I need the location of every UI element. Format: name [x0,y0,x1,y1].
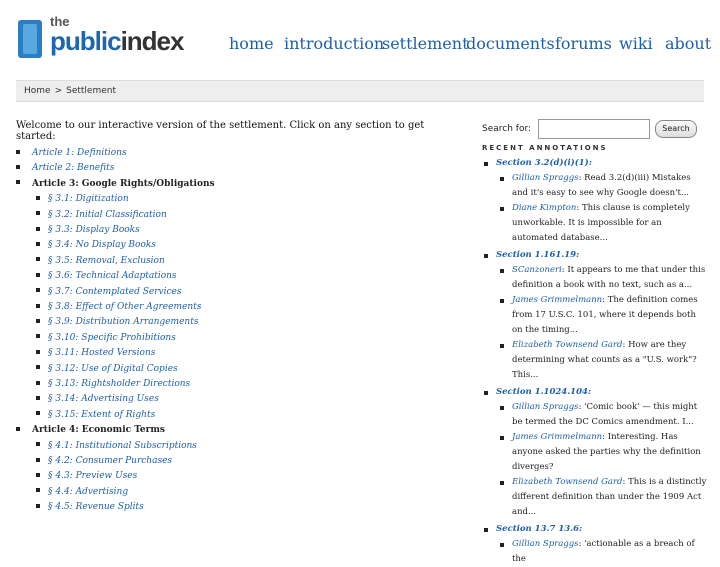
annotation-section-link[interactable]: Section 3.2(d)(i)(1): [496,158,592,168]
article-item[interactable] [16,163,114,177]
bullet [36,334,40,338]
bullet [36,365,40,369]
annotation-section-header [482,522,707,537]
annotation-text[interactable]: : This clause is completely unworkable. It is impossible for an automated database... [512,203,690,243]
breadcrumb [16,80,704,102]
annotation-section [482,248,707,383]
section-link[interactable]: § 4.2: Consumer Purchases [48,456,173,466]
section-link[interactable]: § 3.8: Effect of Other Agreements [48,302,202,312]
annotation-author[interactable]: Elizabeth Townsend Gard [512,477,623,487]
annotation-author[interactable]: Elizabeth Townsend Gard [512,340,623,350]
section-link[interactable]: § 3.10: Specific Prohibitions [48,332,176,343]
logo-the: the [50,14,70,29]
intro-text: Welcome to our interactive version of the settlement. Click on any section to get started: [16,120,425,142]
section-item[interactable] [36,256,165,270]
section-link[interactable]: § 3.12: Use of Digital Copies [48,363,178,374]
nav-forums[interactable]: forums [555,34,612,53]
section-link[interactable]: § 3.5: Removal, Exclusion [48,255,165,266]
bullet [36,411,40,415]
bullet [36,504,40,508]
section-link: Article 4: Economic Terms [32,425,165,436]
annotation-author[interactable]: Diane Kimpton [512,203,577,213]
bullet [36,473,40,477]
annotation-text[interactable]: : Read 3.2(d)(iii) Mistakes and it's easy to see why Google doesn't... [512,173,691,198]
annotation-section-header [482,248,707,263]
bullet [16,150,20,154]
annotation-item [482,430,707,475]
section-item[interactable] [36,394,159,408]
bullet [36,396,40,400]
section-item[interactable] [36,271,177,285]
section-link[interactable]: § 4.4: Advertising [48,486,129,497]
nav-home[interactable]: home [229,34,274,53]
annotation-author[interactable]: James Grimmelmann [512,295,603,305]
nav-documents[interactable]: documents [466,34,555,53]
section-item[interactable] [36,302,201,316]
section-item[interactable] [36,194,129,208]
section-item[interactable] [36,240,156,254]
section-item[interactable] [36,333,176,347]
annotation-text[interactable]: : The definition comes from 17 U.S.C. 101, where it depends both on the timing... [512,295,698,335]
section-item[interactable] [36,348,155,362]
bullet [36,211,40,215]
annotation-author[interactable]: James Grimmelmann [512,432,603,442]
section-item[interactable] [36,287,181,301]
bullet [36,242,40,246]
annotation-item [482,201,707,246]
logo-public: public [50,26,121,56]
bullet [16,427,20,431]
breadcrumb-separator: > [54,86,63,96]
annotation-author[interactable]: Gillian Spraggs [512,173,579,183]
section-link[interactable]: § 3.14: Advertising Uses [48,394,159,405]
annotation-text[interactable]: : Interesting. Has anyone asked the parties why the definition diverges? [512,432,701,472]
annotation-text[interactable]: : How are they determining what counts as a "U.S. work"? This... [512,340,697,380]
search-label: Search for: [482,124,532,134]
annotation-section [482,156,707,246]
section-item[interactable] [36,317,198,331]
site-header [0,0,720,72]
bullet [36,319,40,323]
section-link[interactable]: § 4.5: Revenue Splits [48,502,144,513]
annotation-text[interactable]: : This is a distinctly different definition than under the 1909 Act and... [512,477,707,517]
section-link[interactable]: § 3.7: Contemplated Services [48,286,182,297]
section-link[interactable]: § 3.2: Initial Classification [48,209,167,220]
main-nav [0,34,720,64]
logo-index: index [120,26,184,56]
section-item[interactable] [36,410,155,424]
annotation-item [482,537,707,567]
section-item[interactable] [36,225,140,239]
bullet [36,257,40,261]
section-item[interactable] [36,210,167,224]
bullet [36,196,40,200]
annotation-text[interactable]: : 'actionable as a breach of the [512,539,695,564]
breadcrumb-home[interactable]: Home [24,86,51,96]
section-link[interactable]: § 3.4: No Display Books [48,240,156,251]
bullet [36,304,40,308]
section-link[interactable]: § 4.1: Institutional Subscriptions [48,440,197,451]
article-item[interactable] [16,425,165,439]
bullet [36,350,40,354]
nav-settlement[interactable]: settlement [382,34,469,53]
annotation-section-link[interactable]: Section 1.1024.104: [496,387,592,397]
annotation-item [482,263,707,293]
annotation-section [482,385,707,520]
nav-introduction[interactable]: introduction [284,34,385,53]
section-item[interactable] [36,364,178,378]
bullet [36,442,40,446]
annotation-section-link[interactable]: Section 1.161.19: [496,250,580,260]
annotation-item [482,400,707,430]
section-link[interactable]: § 3.15: Extent of Rights [48,409,156,420]
bullet [16,165,20,169]
annotation-section-header [482,385,707,400]
bullet [36,273,40,277]
annotation-item [482,293,707,338]
bullet [16,180,20,184]
annotation-text[interactable]: : 'Comic book' — this might be termed the DC Comics amendment. I... [512,402,698,427]
annotation-item [482,338,707,383]
annotation-author[interactable]: Gillian Spraggs [512,539,579,549]
annotation-author[interactable]: Gillian Spraggs [512,402,579,412]
recent-annotations-title: RECENT ANNOTATIONS [482,144,608,152]
breadcrumb-current: Settlement [66,86,117,96]
section-link[interactable]: Article 1: Definitions [32,148,127,158]
bullet [36,227,40,231]
section-link[interactable]: § 3.3: Display Books [48,225,140,235]
recent-annotations [482,154,707,567]
section-item[interactable] [36,379,190,393]
annotation-author[interactable]: SCanzoneri [512,265,562,275]
search-button[interactable]: Search [655,120,697,138]
section-link[interactable]: § 3.13: Rightsholder Directions [48,379,191,389]
bullet [36,381,40,385]
bullet [36,458,40,462]
section-item[interactable] [36,502,144,516]
section-link[interactable]: § 3.1: Digitization [48,194,129,205]
section-link[interactable]: § 3.6: Technical Adaptations [48,271,177,282]
annotation-item [482,171,707,201]
annotation-text[interactable]: : It appears to me that under this definition a book with no text, such as a... [512,265,706,290]
search-input[interactable] [538,119,650,139]
annotation-section [482,522,707,567]
section-item[interactable] [36,471,137,485]
nav-wiki[interactable]: wiki [619,34,653,53]
section-item[interactable] [36,441,197,455]
annotation-section-header [482,156,707,171]
section-item[interactable] [36,487,128,501]
bullet [36,288,40,292]
section-link[interactable]: § 3.9: Distribution Arrangements [48,317,199,328]
section-item[interactable] [36,456,172,470]
section-link[interactable]: § 3.11: Hosted Versions [48,348,156,359]
article-item[interactable] [16,148,127,162]
section-link[interactable]: § 4.3: Preview Uses [48,471,138,482]
nav-about[interactable]: about [665,34,712,53]
section-link: Article 3: Google Rights/Obligations [32,178,215,189]
section-link[interactable]: Article 2: Benefits [32,163,115,174]
bullet [36,488,40,492]
annotation-item [482,475,707,520]
annotation-section-link[interactable]: Section 13.7 13.6: [496,524,583,534]
article-item[interactable] [16,179,215,193]
